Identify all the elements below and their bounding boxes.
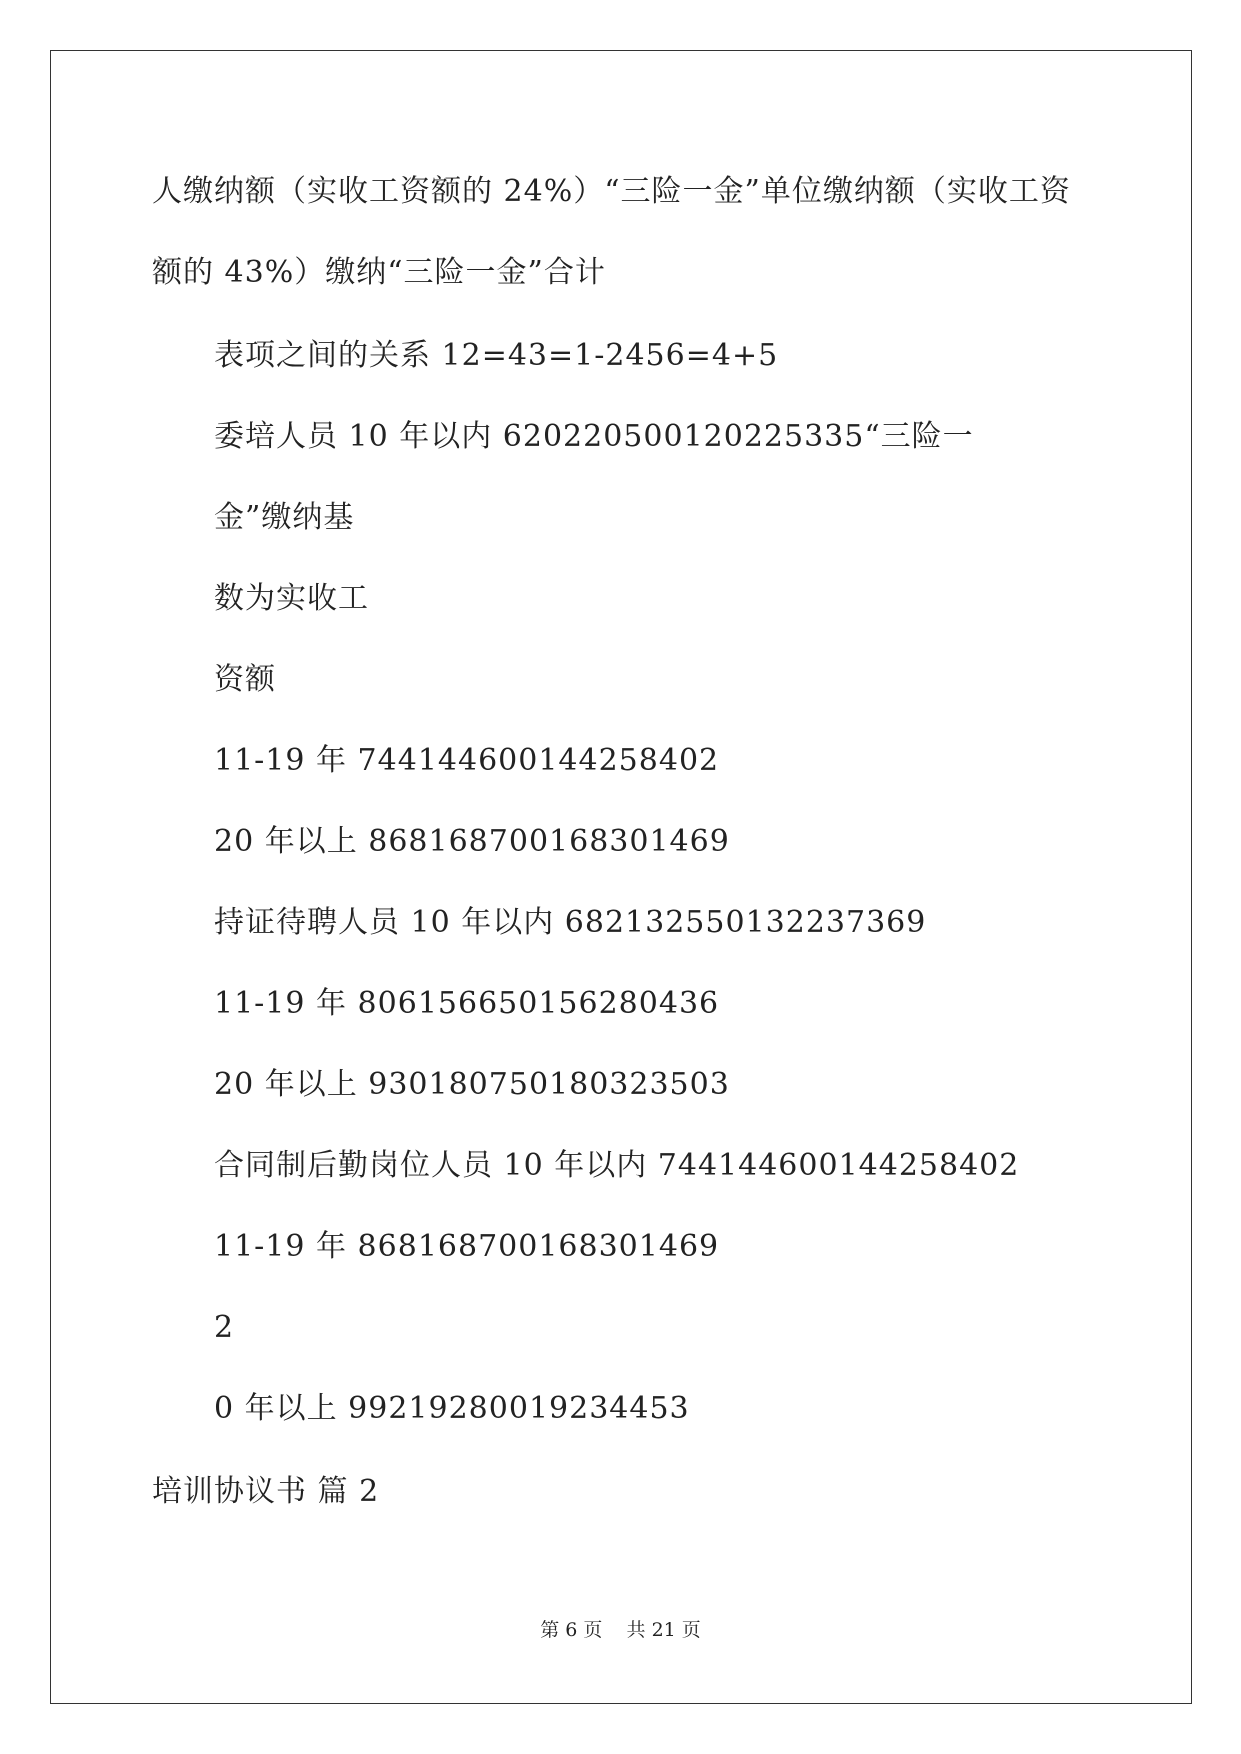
- page-footer: 第 6 页 共 21 页: [540, 1619, 701, 1641]
- page-border: [50, 50, 1192, 1704]
- text-line: 合同制后勤岗位人员 10 年以内 744144600144258402: [214, 1148, 1020, 1183]
- text-line: 数为实收工: [214, 581, 369, 616]
- text-line: 持证待聘人员 10 年以内 682132550132237369: [214, 905, 927, 940]
- text-line: 0 年以上 99219280019234453: [214, 1391, 690, 1426]
- text-line: 2: [214, 1310, 235, 1345]
- text-line: 额的 43%）缴纳“三险一金”合计: [152, 255, 606, 290]
- section-heading: 培训协议书 篇 2: [152, 1474, 380, 1509]
- text-line: 11-19 年 868168700168301469: [214, 1229, 720, 1264]
- text-line: 委培人员 10 年以内 620220500120225335“三险一: [214, 419, 974, 454]
- text-line: 20 年以上 868168700168301469: [214, 824, 730, 859]
- text-line: 11-19 年 806156650156280436: [214, 986, 720, 1021]
- text-line: 人缴纳额（实收工资额的 24%）“三险一金”单位缴纳额（实收工资: [152, 174, 1071, 209]
- text-line: 表项之间的关系 12=43=1-2456=4+5: [214, 338, 779, 373]
- text-line: 20 年以上 930180750180323503: [214, 1067, 730, 1102]
- text-line: 11-19 年 744144600144258402: [214, 743, 720, 778]
- text-line: 资额: [214, 662, 276, 697]
- text-line: 金”缴纳基: [214, 500, 355, 535]
